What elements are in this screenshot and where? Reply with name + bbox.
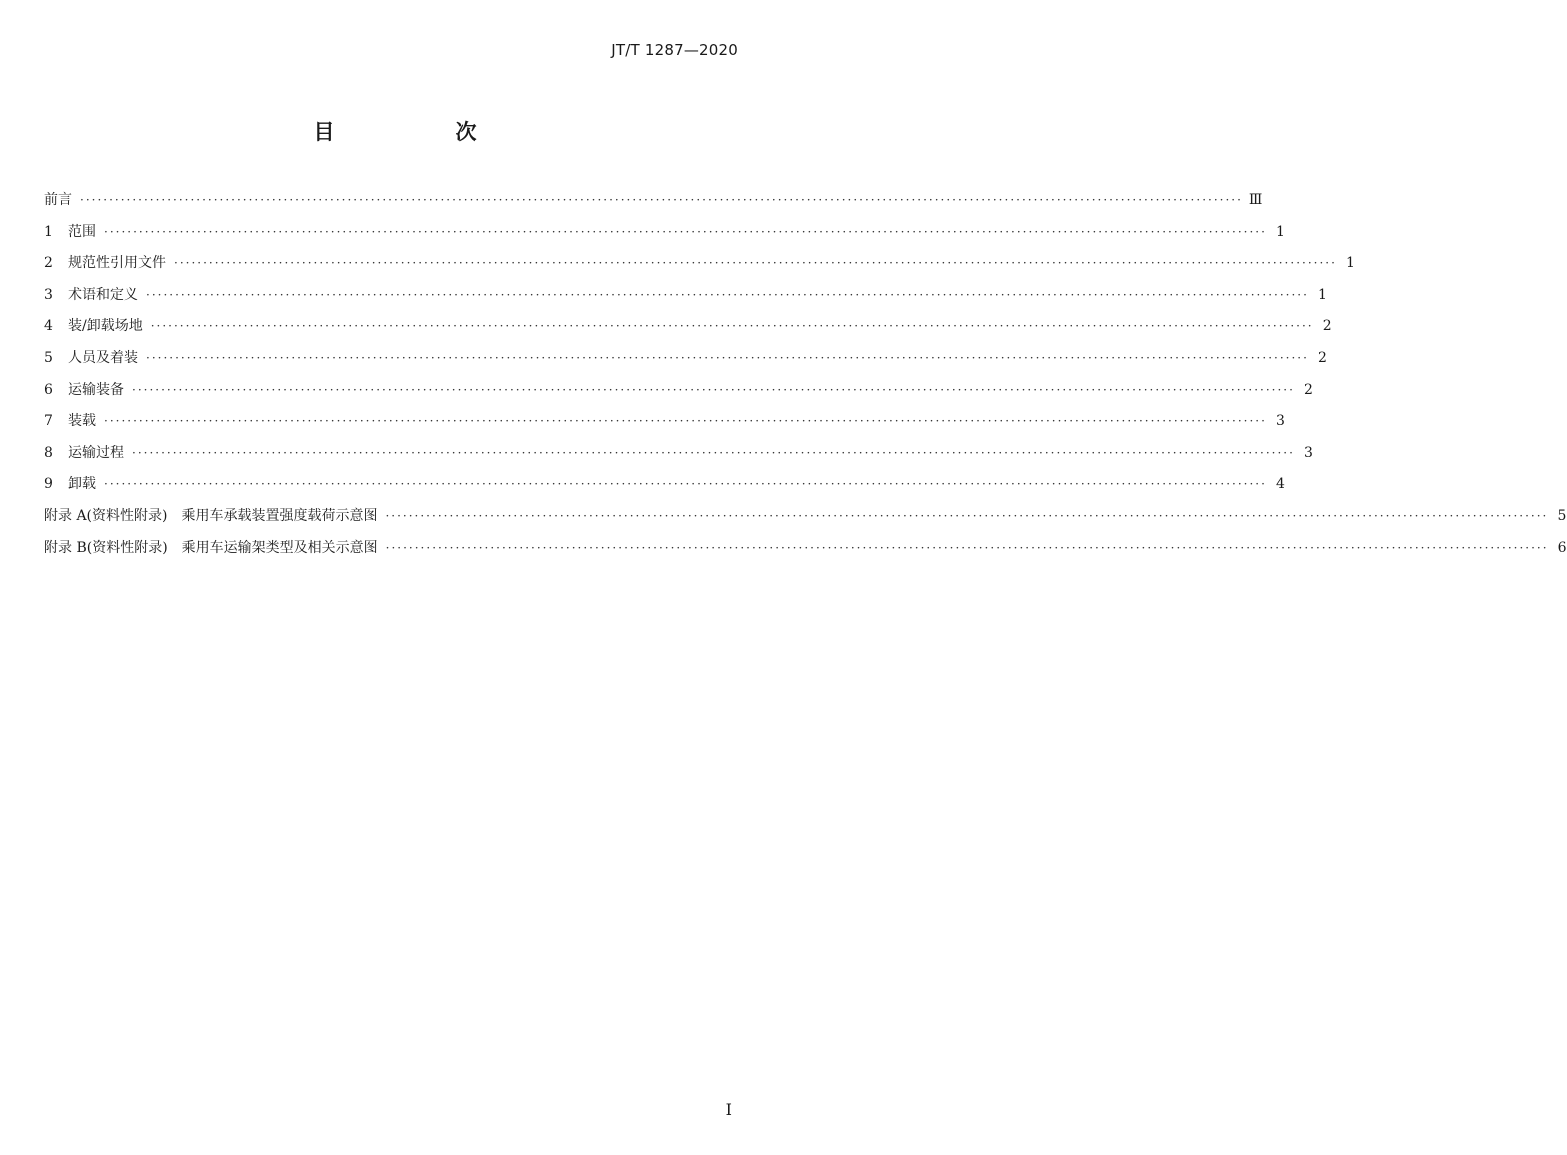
toc-entry-3[interactable] (44, 280, 1327, 312)
toc-entry-page: 1 (1317, 286, 1327, 303)
toc-entry-9[interactable] (44, 469, 1285, 501)
toc-entry-label: 术语和定义 (68, 286, 138, 303)
toc-entry-4[interactable] (44, 311, 1332, 343)
toc-leader-dots: ········································································································································································································ (174, 256, 1337, 271)
toc-entry-foreword[interactable] (44, 185, 1263, 217)
page-title: 目 次 (313, 120, 527, 144)
table-of-contents (44, 185, 1567, 564)
toc-entry-label: 规范性引用文件 (68, 255, 166, 272)
toc-leader-dots: ········································································································································································································ (132, 445, 1295, 460)
toc-leader-dots: ········································································································································································································ (150, 319, 1314, 334)
toc-leader-dots: ········································································································································································································ (104, 224, 1267, 239)
toc-entry-page: 3 (1275, 413, 1285, 430)
toc-entry-label: 前言 (44, 192, 72, 208)
toc-leader-dots: ········································································································································································································ (146, 350, 1309, 365)
toc-entry-number: 6 (44, 381, 53, 398)
toc-entry-1[interactable] (44, 217, 1285, 249)
toc-entry-number: 1 (44, 223, 53, 240)
toc-leader-dots: ········································································································································································································ (104, 477, 1267, 492)
toc-entry-number: 8 (44, 444, 53, 461)
toc-entry-page: 4 (1275, 476, 1285, 493)
toc-entry-page: 2 (1303, 381, 1313, 398)
toc-leader-dots: ········································································································································································································ (132, 382, 1295, 397)
page-number: I (725, 1100, 732, 1119)
toc-entry-page: 2 (1317, 349, 1327, 366)
toc-leader-dots: ········································································································································································································ (104, 414, 1267, 429)
toc-leader-dots: ········································································································································································································ (146, 287, 1309, 302)
toc-entry-label: 运输过程 (68, 444, 124, 461)
toc-entry-appendix-b[interactable] (44, 533, 1567, 565)
toc-entry-6[interactable] (44, 375, 1313, 407)
toc-entry-label: 人员及着装 (68, 349, 138, 366)
toc-entry-label: 装/卸载场地 (68, 318, 143, 335)
standard-code: JT/T 1287—2020 (611, 41, 738, 59)
toc-entry-number: 5 (44, 349, 53, 366)
toc-entry-page: 3 (1303, 444, 1313, 461)
toc-entry-number: 2 (44, 255, 53, 272)
toc-entry-label: 装载 (68, 413, 96, 430)
toc-entry-page: 1 (1275, 223, 1285, 240)
toc-entry-page: 2 (1322, 318, 1332, 335)
toc-entry-page: Ⅲ (1248, 192, 1263, 208)
toc-entry-label: 附录 B(资料性附录) 乘用车运输架类型及相关示意图 (44, 539, 378, 556)
toc-leader-dots: ········································································································································································································ (80, 193, 1243, 207)
toc-entry-8[interactable] (44, 438, 1313, 470)
toc-entry-5[interactable] (44, 343, 1327, 375)
toc-entry-page: 1 (1345, 255, 1355, 272)
toc-entry-page: 6 (1557, 539, 1567, 556)
toc-entry-7[interactable] (44, 406, 1285, 438)
toc-leader-dots: ········································································································································································································ (385, 508, 1549, 523)
toc-entry-page: 5 (1557, 507, 1567, 524)
toc-entry-2[interactable] (44, 248, 1355, 280)
toc-entry-label: 卸载 (68, 476, 96, 493)
toc-entry-label: 范围 (68, 223, 96, 240)
toc-leader-dots: ········································································································································································································ (385, 540, 1549, 555)
toc-entry-number: 7 (44, 413, 53, 430)
toc-entry-appendix-a[interactable] (44, 501, 1567, 533)
toc-entry-label: 运输装备 (68, 381, 124, 398)
toc-entry-number: 4 (44, 318, 53, 335)
toc-entry-number: 3 (44, 286, 53, 303)
toc-entry-label: 附录 A(资料性附录) 乘用车承载装置强度载荷示意图 (44, 507, 378, 524)
toc-entry-number: 9 (44, 476, 53, 493)
